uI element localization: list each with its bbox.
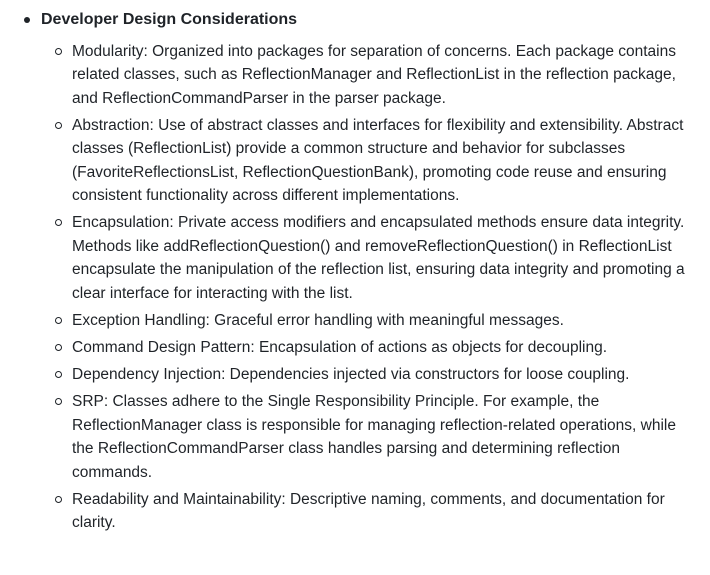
list-item-text: Dependency Injection: Dependencies injected via constructors for loose coupling. <box>72 365 630 383</box>
list-item <box>72 114 691 208</box>
filled-bullet-icon <box>24 17 30 23</box>
list-item-text: Exception Handling: Graceful error handling with meaningful messages. <box>72 311 564 329</box>
sub-list <box>41 40 691 535</box>
hollow-bullet-icon <box>55 219 62 226</box>
list-item <box>72 211 691 305</box>
hollow-bullet-icon <box>55 371 62 378</box>
list-item-text: Abstraction: Use of abstract classes and interfaces for flexibility and extensibility. Abstract classes (ReflectionList) provide a common structure and behavior for subclasses (FavoriteReflectionsList, ReflectionQuestionBank), promoting code reuse and ensuring consistent functionality across different implementations. <box>72 116 684 205</box>
outer-list-item <box>41 8 691 538</box>
hollow-bullet-icon <box>55 122 62 129</box>
list-item-text: Readability and Maintainability: Descriptive naming, comments, and documentation for clarity. <box>72 490 665 532</box>
list-item <box>72 336 691 360</box>
list-item <box>72 390 691 484</box>
list-item-text: Command Design Pattern: Encapsulation of actions as objects for decoupling. <box>72 338 608 356</box>
list-item-text: Encapsulation: Private access modifiers and encapsulated methods ensure data integrity. Methods like addReflectionQuestion() and removeReflectionQuestion() in ReflectionList encapsulate the manipulation of the reflection list, ensuring data integrity and promoting a clear interface for interacting with the list. <box>72 214 685 302</box>
list-item-text: SRP: Classes adhere to the Single Responsibility Principle. For example, the ReflectionManager class is responsible for managing reflection-related operations, while the ReflectionCommandParser class handles parsing and determining reflection commands. <box>72 393 676 481</box>
list-item <box>72 488 691 535</box>
list-item <box>72 363 691 387</box>
section-title: Developer Design Considerations <box>41 11 298 28</box>
hollow-bullet-icon <box>55 317 62 324</box>
list-item <box>72 40 691 111</box>
hollow-bullet-icon <box>55 48 62 55</box>
hollow-bullet-icon <box>55 344 62 351</box>
list-item <box>72 309 691 333</box>
list-item-text: Modularity: Organized into packages for separation of concerns. Each package contains related classes, such as ReflectionManager and ReflectionList in the reflection package, and ReflectionCommandParser in the parser package. <box>72 42 676 107</box>
hollow-bullet-icon <box>55 398 62 405</box>
hollow-bullet-icon <box>55 496 62 503</box>
